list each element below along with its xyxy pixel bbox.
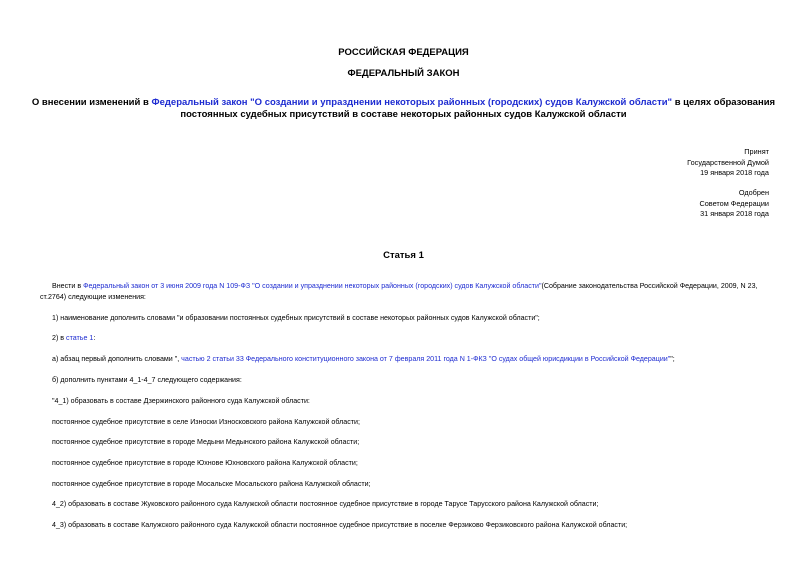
title-suffix: в целях образования	[672, 97, 776, 108]
item2-pre: 2) в	[52, 334, 67, 342]
country-heading: РОССИЙСКАЯ ФЕДЕРАЦИЯ	[338, 47, 469, 58]
article-intro-line2: ст.2764) следующие изменения:	[40, 293, 146, 301]
intro-law-link[interactable]: Федеральный закон от 3 июня 2009 года N 109-ФЗ "О создании и упразднении некоторых районных (городских) судов Калужской области"	[83, 282, 542, 290]
item2-article-link[interactable]: статье 1	[66, 334, 94, 342]
item2-post: :	[93, 334, 96, 342]
point-4-2: 4_2) образовать в составе Жуковского районного суда Калужской области постоянное судебное присутствие в городе Тарусе Тарусского района Калужской области;	[52, 500, 599, 508]
law-type-heading: ФЕДЕРАЛЬНЫЙ ЗАКОН	[347, 68, 460, 79]
adoption-duma-block	[687, 147, 769, 179]
item-1: 1) наименование дополнить словами "и образовании постоянных судебных присутствий в составе некоторых районных судов Калужской области";	[52, 314, 540, 322]
article-intro	[52, 281, 770, 292]
point-4-1-b: постоянное судебное присутствие в городе Медыни Медынского района Калужской области;	[52, 438, 360, 446]
item-2a	[52, 354, 675, 364]
title-prefix: О внесении изменений в	[31, 97, 152, 108]
item2a-law-link[interactable]: частью 2 статьи 33 Федерального конституционного закона от 7 февраля 2011 года N 1-ФКЗ "О судах общей юрисдикции в Российской Федерации"	[181, 355, 671, 363]
article-heading: Статья 1	[383, 250, 424, 261]
accepted-label: Принят	[744, 147, 769, 156]
item-2b: б) дополнить пунктами 4_1-4_7 следующего содержания:	[52, 376, 242, 384]
council-label: Советом Федерации	[699, 198, 769, 208]
point-4-1-d: постоянное судебное присутствие в городе Мосальске Мосальского района Калужской области;	[52, 480, 371, 488]
item2a-pre: а) абзац первый дополнить словами ",	[52, 355, 182, 363]
point-4-1-c: постоянное судебное присутствие в городе Юхнове Юхновского района Калужской области;	[52, 459, 358, 467]
item-2	[52, 333, 95, 343]
duma-date: 19 января 2018 года	[700, 168, 769, 177]
title-law-link[interactable]: Федеральный закон "О создании и упразднении некоторых районных (городских) судов Калужской области"	[151, 97, 673, 108]
law-title-line2: постоянных судебных присутствий в составе некоторых районных судов Калужской области	[180, 109, 627, 120]
adoption-council-block	[699, 188, 769, 220]
approved-label: Одобрен	[738, 188, 769, 197]
point-4-1-a: постоянное судебное присутствие в селе Износки Износковского района Калужской области;	[52, 418, 360, 426]
point-4-1: "4_1) образовать в составе Дзержинского районного суда Калужской области:	[52, 397, 310, 405]
council-date: 31 января 2018 года	[700, 209, 769, 218]
law-title	[0, 97, 807, 109]
intro-pre: Внести в	[52, 282, 84, 290]
item2a-post: ";	[670, 355, 675, 363]
duma-label: Государственной Думой	[687, 157, 769, 167]
intro-post: (Собрание законодательства Российской Федерации, 2009, N 23,	[541, 282, 758, 290]
point-4-3: 4_3) образовать в составе Калужского районного суда Калужской области постоянное судебное присутствие в поселке Ферзиково Ферзиковского района Калужской области;	[52, 521, 628, 529]
